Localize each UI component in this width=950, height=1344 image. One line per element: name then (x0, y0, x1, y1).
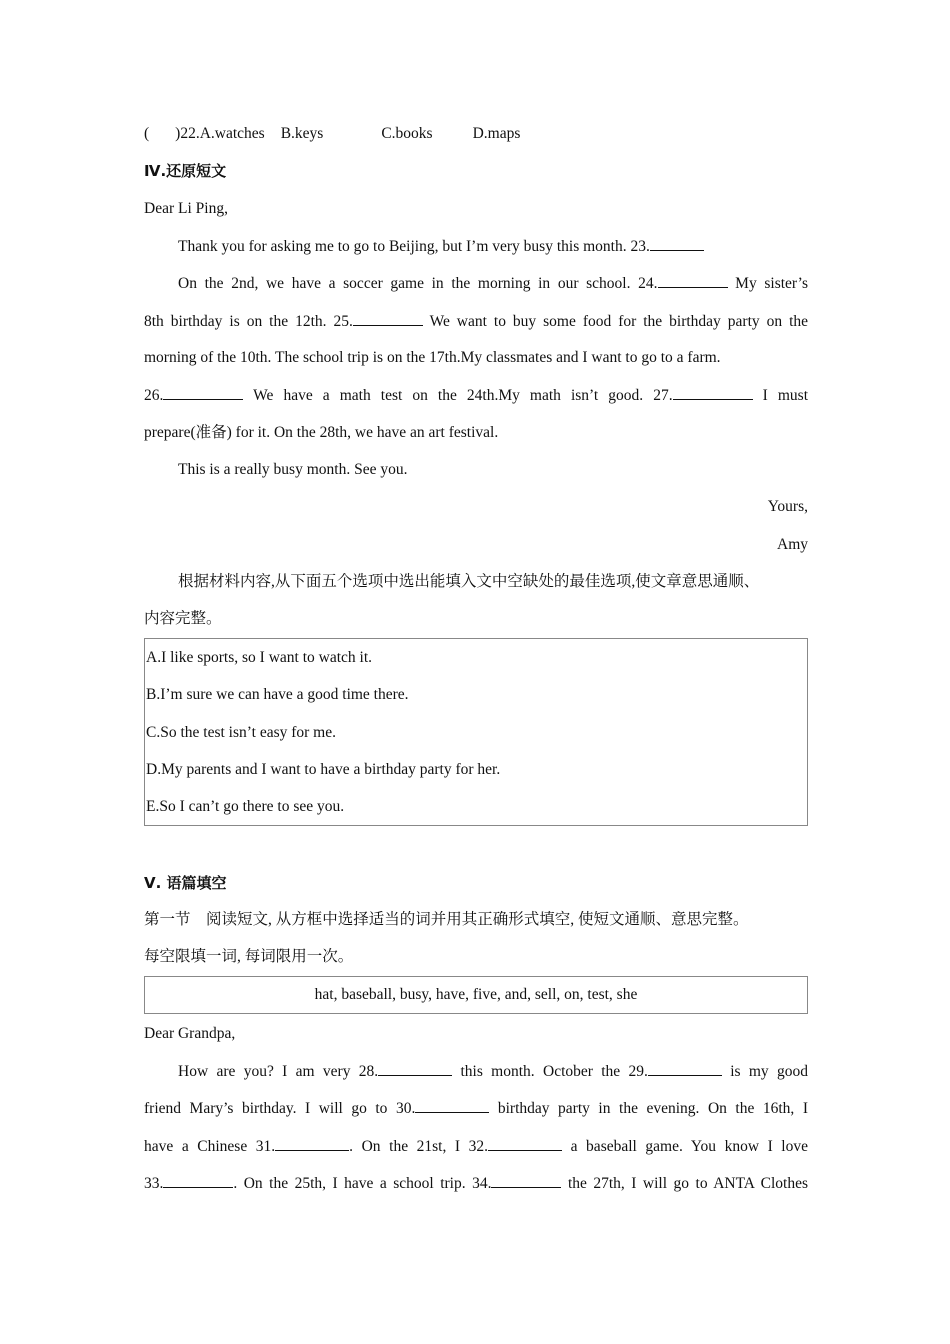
blank-34[interactable] (491, 1173, 561, 1188)
blank-25[interactable] (353, 311, 423, 326)
q22-option-b: B.keys (280, 125, 324, 142)
passage-text: birthday party in the evening. On the 16th, I (497, 1100, 808, 1117)
passage-text: this month. October the 29. (460, 1063, 648, 1080)
blank-24[interactable] (658, 273, 728, 288)
passage-text: a baseball game. You know I love (570, 1138, 808, 1155)
option-c: C.So the test isn’t easy for me. (146, 724, 336, 741)
option-e: E.So I can’t go there to see you. (146, 798, 345, 815)
section-5-instruction: 第一节 阅读短文, 从方框中选择适当的词并用其正确形式填空, 使短文通顺、意思完整。 (144, 911, 749, 928)
answer-paren-open: ( (144, 125, 150, 142)
q22-option-a: )22.A.watches (175, 125, 265, 142)
passage2-line-2 (144, 1098, 808, 1119)
passage2-line-3 (144, 1136, 808, 1157)
passage-text: My sister’s (735, 275, 808, 292)
question-22 (144, 124, 808, 144)
passage-text: is my good (730, 1063, 808, 1080)
passage-text: friend Mary’s birthday. I will go to 30. (144, 1100, 416, 1117)
passage-text: . On the 25th, I have a school trip. 34. (233, 1175, 492, 1192)
blank-30[interactable] (415, 1098, 489, 1113)
section-5-heading: Ⅴ. 语篇填空 (144, 874, 227, 892)
passage-text: On the 2nd, we have a soccer game in the morning in our school. 24. (178, 275, 658, 292)
passage-text: 33. (144, 1175, 164, 1192)
blank-28[interactable] (378, 1061, 452, 1076)
blank-23[interactable] (650, 236, 704, 251)
passage-text: . On the 21st, I 32. (349, 1138, 489, 1155)
blank-26[interactable] (163, 385, 243, 400)
passage-text: We want to buy some food for the birthday party on the (429, 313, 808, 330)
passage-line-4: morning of the 10th. The school trip is on the 17th.My classmates and I want to go to a farm. (144, 349, 721, 366)
passage-text: Thank you for asking me to go to Beijing, but I’m very busy this month. 23. (178, 238, 650, 255)
blank-33[interactable] (163, 1173, 233, 1188)
option-b: B.I’m sure we can have a good time there. (146, 686, 409, 703)
section-4-instruction: 根据材料内容,从下面五个选项中选出能填入文中空缺处的最佳选项,使文章意思通顺、 (178, 573, 760, 590)
passage-text: have a Chinese 31. (144, 1138, 276, 1155)
passage-text: How are you? I am very 28. (178, 1063, 379, 1080)
letter-signature: Amy (777, 536, 808, 553)
section-5-instruction-cont: 每空限填一词, 每词限用一次。 (144, 948, 354, 965)
option-a: A.I like sports, so I want to watch it. (146, 649, 373, 666)
passage-text: 8th birthday is on the 12th. 25. (144, 313, 353, 330)
q22-option-d: D.maps (472, 125, 521, 142)
q22-option-c: C.books (381, 125, 433, 142)
blank-31[interactable] (275, 1136, 349, 1151)
blank-32[interactable] (488, 1136, 562, 1151)
passage2-line-1 (144, 1061, 808, 1082)
passage-text: I must (762, 387, 808, 404)
passage-line-7: This is a really busy month. See you. (178, 461, 408, 478)
letter-closing: Yours, (767, 498, 808, 515)
passage-text: the 27th, I will go to ANTA Clothes (567, 1175, 808, 1192)
passage-text: We have a math test on the 24th.My math isn’t good. 27. (253, 387, 673, 404)
blank-29[interactable] (648, 1061, 722, 1076)
word-bank: hat, baseball, busy, have, five, and, sell, on, test, she (144, 976, 808, 1014)
options-box (144, 638, 808, 826)
blank-27[interactable] (673, 385, 753, 400)
passage-line-3 (144, 311, 808, 332)
letter-salutation: Dear Li Ping, (144, 200, 228, 217)
passage-line-6: prepare(准备) for it. On the 28th, we have an art festival. (144, 424, 499, 441)
section-4-instruction-cont: 内容完整。 (144, 610, 222, 627)
passage-line-5 (144, 385, 808, 406)
section-4-heading: Ⅳ.还原短文 (144, 162, 227, 180)
passage-text: 26. (144, 387, 164, 404)
passage-line-1 (144, 236, 808, 257)
passage-line-2 (144, 273, 808, 294)
passage2-line-4 (144, 1173, 808, 1194)
letter-salutation-2: Dear Grandpa, (144, 1025, 236, 1042)
option-d: D.My parents and I want to have a birthday party for her. (146, 761, 501, 778)
